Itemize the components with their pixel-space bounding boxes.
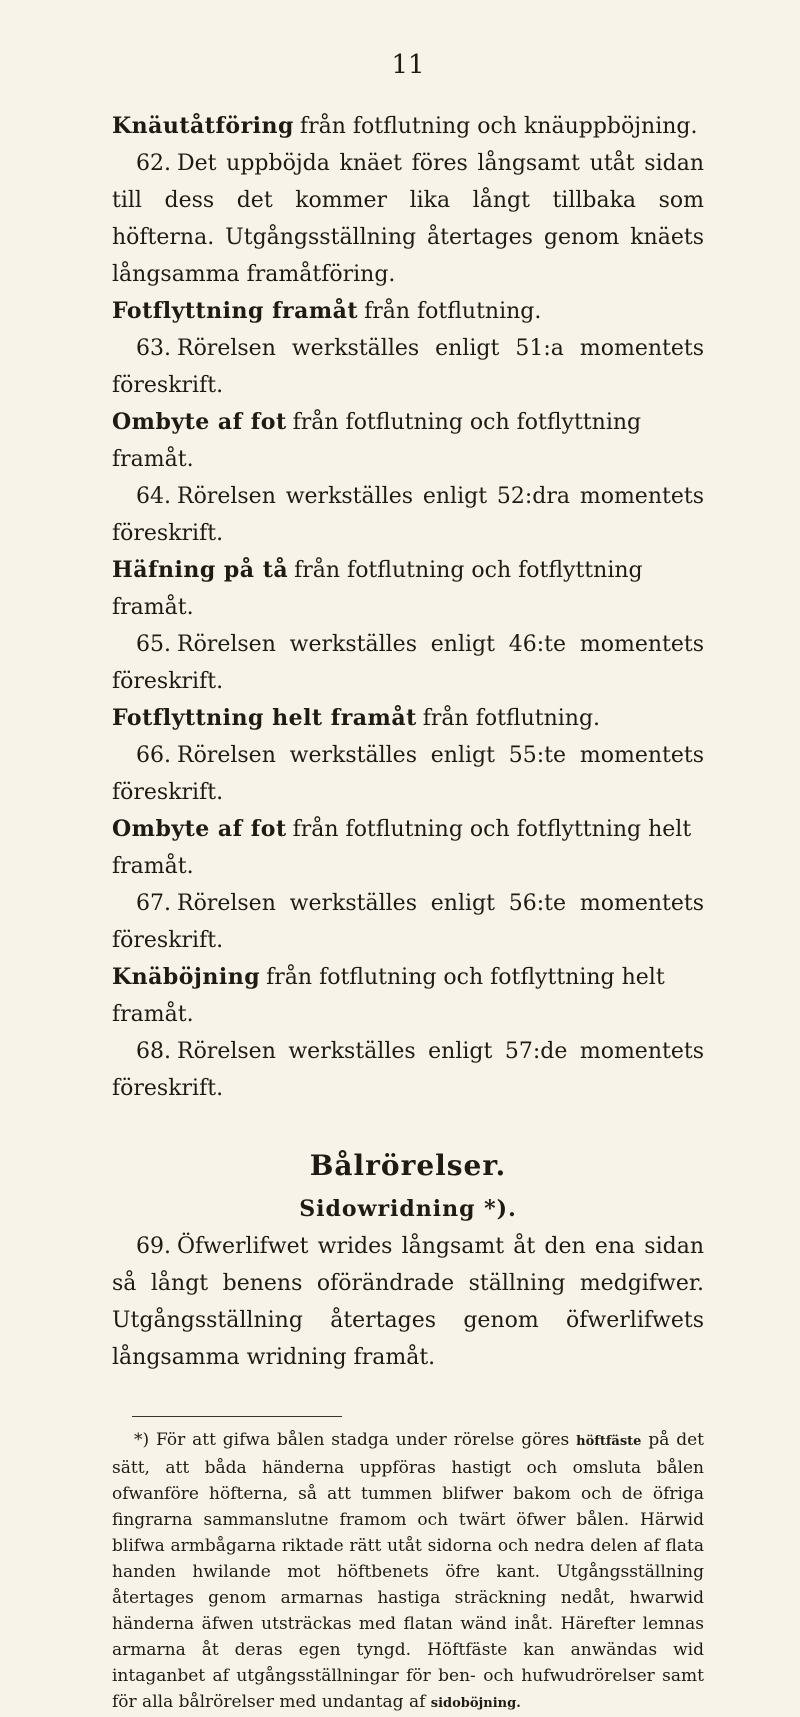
exercise-heading	[112, 108, 704, 145]
exercise-list	[112, 108, 704, 1107]
paragraph-text: Öfwerlifwet wrides långsamt åt den ena sidan så långt benens oförändrade ställning medgifwer. Utgångsställning återtages genom öfwerlifwets långsamma wridning framåt.	[112, 1234, 704, 1370]
paragraph-text: Rörelsen werkställes enligt 52:dra momentets föreskrift.	[112, 484, 704, 546]
exercise-name: Knäutåtföring	[112, 113, 294, 139]
exercise-paragraph	[112, 478, 704, 552]
paragraph-number: 68.	[136, 1039, 171, 1064]
exercise-name: Fotflyttning helt framåt	[112, 705, 417, 731]
section-title: Bålrörelser.	[309, 1149, 507, 1182]
paragraph-number: 66.	[136, 743, 171, 768]
paragraph-69	[112, 1228, 704, 1376]
exercise-heading	[112, 700, 704, 737]
exercise-heading	[112, 404, 704, 478]
exercise-name: Fotflyttning framåt	[112, 298, 359, 324]
paragraph-number: 65.	[136, 632, 171, 657]
exercise-start-position: från fotflutning.	[422, 706, 601, 731]
exercise-heading	[112, 552, 704, 626]
exercise-paragraph	[112, 330, 704, 404]
exercise-name: Ombyte af fot	[112, 816, 287, 842]
exercise-heading	[112, 293, 704, 330]
footnote	[112, 1427, 704, 1717]
paragraph-text: Rörelsen werkställes enligt 46:te momentets föreskrift.	[112, 632, 704, 694]
paragraph-number: 64.	[136, 484, 171, 509]
paragraph-number: 67.	[136, 891, 171, 916]
exercise-start-position: från fotflutning och fotflyttning helt framåt.	[112, 817, 692, 879]
paragraph-text: Rörelsen werkställes enligt 57:de momentets föreskrift.	[112, 1039, 704, 1101]
paragraph-number: 69.	[136, 1234, 171, 1259]
footnote-text-2: på det sätt, att båda händerna uppföras hastigt och omsluta bålen ofwanföre höfterna, så att tummen blifwer bakom och de öfriga fingrarna sammanslutne framom och twärt öfwer bålen. Härwid blifwa armbågarna riktade rätt utåt sidorna och nedra delen af flata handen hwilande mot höftbenets öfre kant. Utgångsställning återtages genom armarnas hastiga sträckning nedåt, hwarwid händerna äfwen utsträckas med flatan wänd inåt. Härefter lemnas armarna åt deras egen tyngd. Höftfäste kan anwändas wid intaganbet af utgångsställningar för ben- och hufwudrörelser samt för alla bålrörelser med undantag af	[112, 1430, 705, 1712]
footnote-term: höftfäste	[576, 1434, 642, 1449]
exercise-name: Häfning på tå	[112, 557, 289, 583]
paragraph-text: Rörelsen werkställes enligt 51:a momentets föreskrift.	[112, 336, 704, 398]
paragraph-text: Det uppböjda knäet föres långsamt utåt sidan till dess det kommer lika långt tillbaka som höfterna. Utgångsställning återtages genom knäets långsamma framåtföring.	[112, 151, 704, 287]
exercise-start-position: från fotflutning och fotflyttning helt framåt.	[112, 965, 665, 1027]
exercise-start-position: från fotflutning och fotflyttning framåt.	[112, 410, 642, 472]
footnote-term-2: sidoböjning.	[430, 1696, 521, 1711]
exercise-paragraph	[112, 1033, 704, 1107]
paragraph-text: Rörelsen werkställes enligt 56:te momentets föreskrift.	[112, 891, 704, 953]
footnote-mark: *)	[134, 1430, 150, 1450]
paragraph-number: 63.	[136, 336, 171, 361]
footnote-divider	[132, 1416, 342, 1417]
exercise-start-position: från fotflutning och knäuppböjning.	[299, 114, 698, 139]
exercise-start-position: från fotflutning och fotflyttning framåt.	[112, 558, 643, 620]
footnote-text-1: För att gifwa bålen stadga under rörelse göres	[156, 1430, 570, 1450]
paragraph-number: 62.	[136, 151, 171, 176]
exercise-paragraph	[112, 145, 704, 293]
subsection-title: Sidowridning *).	[299, 1196, 517, 1222]
exercise-start-position: från fotflutning.	[364, 299, 542, 324]
exercise-name: Ombyte af fot	[112, 409, 287, 435]
exercise-name: Knäböjning	[112, 964, 261, 990]
exercise-paragraph	[112, 885, 704, 959]
paragraph-text: Rörelsen werkställes enligt 55:te momentets föreskrift.	[112, 743, 704, 805]
exercise-heading	[112, 811, 704, 885]
exercise-paragraph	[112, 626, 704, 700]
page-number: 11	[391, 50, 425, 80]
exercise-paragraph	[112, 737, 704, 811]
exercise-heading	[112, 959, 704, 1033]
